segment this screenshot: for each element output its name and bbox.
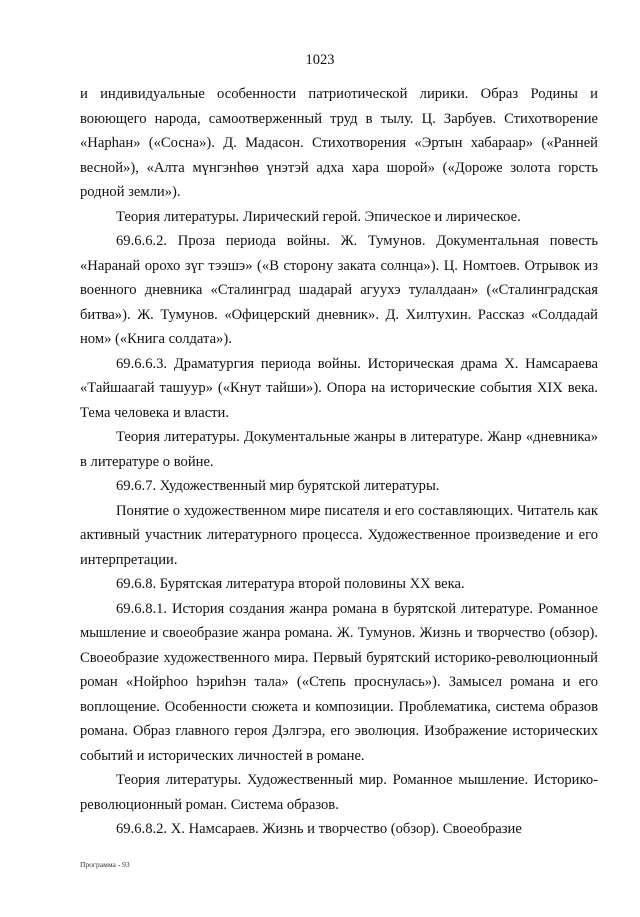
- paragraph-9: 69.6.8.1. История создания жанра романа в бурятской литературе. Романное мышление и своеобразие жанра романа. Ж. Тумунов. Жизнь и творчество (обзор). Своеобразие художественного мира. Первый бурятский историко-революционный роман «Нойрһоо һэриһэн тала» («Степь проснулась»). Замысел романа и его воплощение. Особенности сюжета и композиции. Проблематика, система образов романа. Образ главного героя Дэлгэра, его эволюция. Изображение исторических событий и исторических личностей в романе.: [80, 600, 598, 764]
- body-text: [80, 82, 598, 842]
- paragraph-10: Теория литературы. Художественный мир. Романное мышление. Историко-революционный роман. Система образов.: [80, 772, 598, 813]
- page-number: 1023: [305, 52, 335, 68]
- paragraph-5: Теория литературы. Документальные жанры в литературе. Жанр «дневника» в литературе о войне.: [80, 429, 598, 470]
- paragraph-7: Понятие о художественном мире писателя и его составляющих. Читатель как активный участник литературного процесса. Художественное произведение и его интерпретации.: [80, 502, 598, 568]
- page-footer: Программа - 93: [80, 860, 130, 869]
- paragraph-4: 69.6.6.3. Драматургия периода войны. Историческая драма Х. Намсараева «Тайшаагай ташуур» («Кнут тайши»). Опора на исторические события XIX века. Тема человека и власти.: [80, 355, 598, 421]
- paragraph-2: Теория литературы. Лирический герой. Эпическое и лирическое.: [116, 208, 521, 225]
- paragraph-3: 69.6.6.2. Проза периода войны. Ж. Тумунов. Документальная повесть «Наранай орохо зүг тээшэ» («В сторону заката солнца»). Ц. Номтоев. Отрывок из военного дневника «Сталинград шадарай агуухэ тулалдаан» («Сталинградская битва»). Ж. Тумунов. «Офицерский дневник». Д. Хилтухин. Рассказ «Солдадай ном» («Книга солдата»).: [80, 233, 598, 347]
- paragraph-11: 69.6.8.2. Х. Намсараев. Жизнь и творчество (обзор). Своеобразие: [116, 821, 522, 837]
- paragraph-1: и индивидуальные особенности патриотической лирики. Образ Родины и воюющего народа, самоотверженный труд в тылу. Ц. Зарбуев. Стихотворение «Нарһан» («Сосна»). Д. Мадасон. Стихотворения «Эртын хабараар» («Ранней весной»), «Алта мүнгэнһөө үнэтэй адха хара шорой» («Дороже золота горсть родной земли»).: [80, 86, 598, 200]
- paragraph-8: 69.6.8. Бурятская литература второй половины XX века.: [116, 576, 465, 592]
- paragraph-6: 69.6.7. Художественный мир бурятской литературы.: [116, 478, 440, 494]
